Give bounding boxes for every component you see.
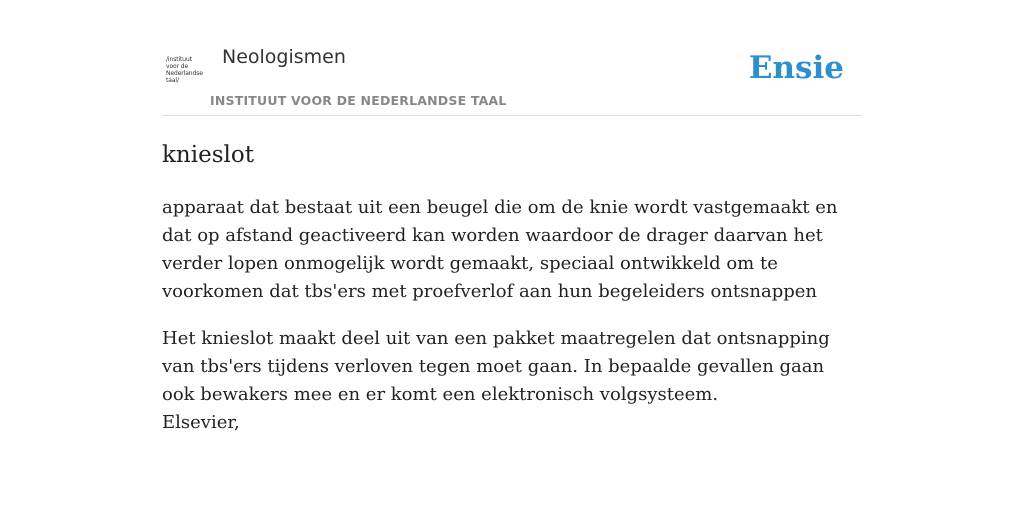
header: [162, 40, 862, 116]
entry-card: [162, 40, 862, 437]
entry-definition: apparaat dat bestaat uit een beugel die om de knie wordt vastgemaakt en dat op afstand geactiveerd kan worden waardoor de drager daarvan het verder lopen onmogelijk wordt gemaakt, speciaal ontwikkeld om te voorkomen dat tbs'ers met proefverlof aan hun begeleiders ontsnappen: [162, 197, 838, 302]
entry-term: knieslot: [162, 142, 254, 168]
institute-logo[interactable]: [166, 56, 208, 84]
logo-line: Nederlandse: [166, 70, 203, 77]
institute-name: INSTITUUT VOOR DE NEDERLANDSE TAAL: [210, 93, 507, 108]
ensie-logo[interactable]: Ensie: [748, 50, 844, 86]
logo-line: taal/: [166, 77, 179, 84]
site-title[interactable]: Neologismen: [222, 46, 346, 68]
logo-line: /instituut: [166, 56, 192, 63]
example-text: Het knieslot maakt deel uit van een pakket maatregelen dat ontsnapping van tbs'ers tijdens verloven tegen moet gaan. In bepaalde gevallen gaan ook bewakers mee en er komt een elektronisch volgsysteem.: [162, 328, 830, 405]
logo-line: voor de: [166, 63, 189, 70]
entry-example: [162, 325, 862, 437]
example-source: Elsevier,: [162, 412, 240, 433]
